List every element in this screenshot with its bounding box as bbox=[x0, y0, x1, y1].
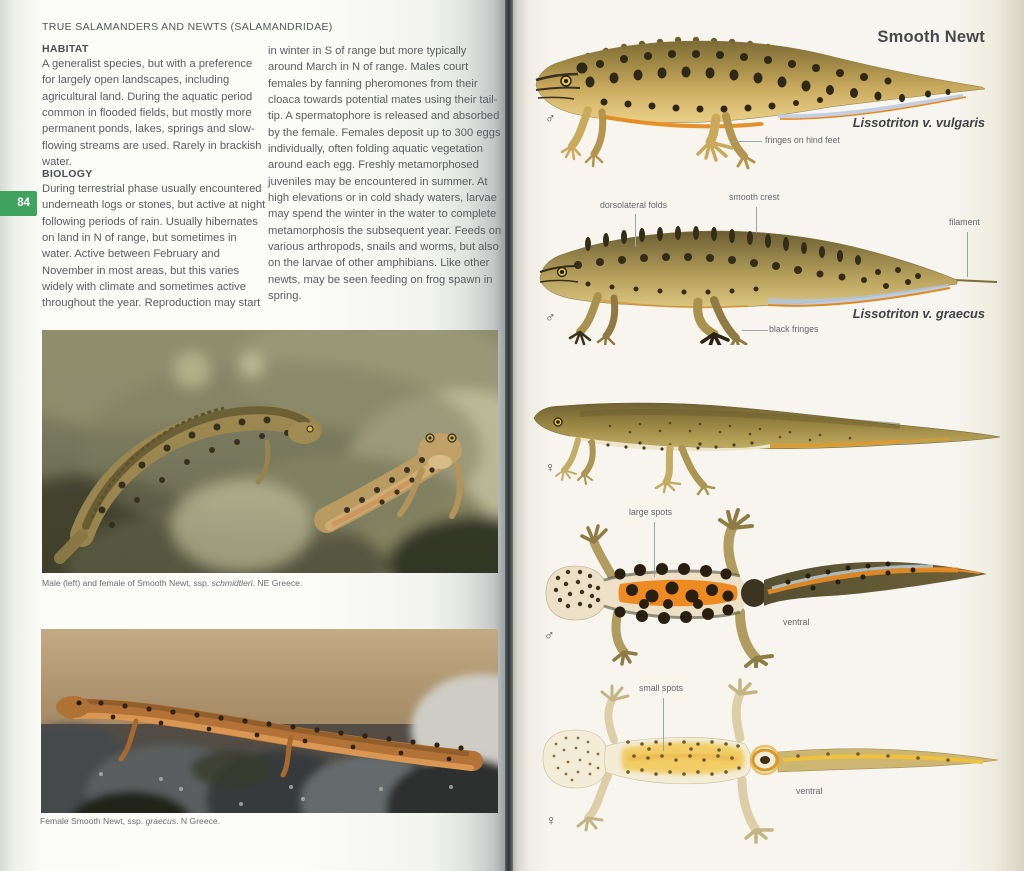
label-fringes-on-hind-feet: fringes on hind feet bbox=[765, 135, 840, 145]
label-dorsolateral-folds: dorsolateral folds bbox=[600, 200, 667, 210]
leader-line-dorsolateral bbox=[635, 214, 636, 247]
illustration-graecus-male bbox=[518, 210, 1000, 345]
page-title: Smooth Newt bbox=[877, 28, 985, 46]
label-large-spots: large spots bbox=[629, 507, 673, 517]
biology-text: During terrestrial phase usually encountered underneath logs or stones, but active at night following periods of rain. Usually hibernates on land in N of range, but sometimes in water. Active between February and November in most areas, but this varies widely with climate and sometimes active throughout the year. Reproduction may start bbox=[42, 183, 266, 310]
family-header: TRUE SALAMANDERS AND NEWTS (SALAMANDRIDAE) bbox=[42, 21, 333, 33]
leader-line-large-spots bbox=[654, 522, 655, 577]
leader-line-black-fringes bbox=[742, 330, 768, 331]
photo-caption-1 bbox=[42, 578, 482, 588]
black-fringed-toes bbox=[702, 334, 728, 345]
female-symbol-fig3: ♀ bbox=[545, 459, 556, 475]
page-number-tab: 84 bbox=[0, 191, 37, 216]
tail-filament bbox=[954, 280, 997, 282]
male-symbol-fig1: ♂ bbox=[545, 110, 556, 126]
habitat-text: A generalist species, but with a preference for largely open landscapes, including agricultural land. During the aquatic period common in flooded fields, but mostly more permanent ponds, lakes, springs and slow-flowing streams are used. Rarely in brackish water. bbox=[42, 58, 262, 169]
column-2-text: in winter in S of range but more typically around March in N of range. Males court females by fanning pheromones from their cloaca towards potential mates using their tail-tip. A spermatophore is released and absorbed by the female. Females deposit up to 300 eggs individually, often folding aquatic vegetation around each egg. Freshly metamorphosed juveniles may be encountered in summer. At high elevations or in cold shady waters, larvae may spend the winter in the water to complete metamorphosis the subsequent year. Feeds on various arthropods, snails and worms, but also on the larvae of other amphibians. Like other newts, may be seen feeding on frog spawn in spring. bbox=[268, 45, 502, 303]
illustration-female-ventral bbox=[528, 676, 1010, 846]
label-small-spots: small spots bbox=[639, 683, 683, 693]
leader-line-filament bbox=[967, 232, 968, 277]
illustration-vulgaris-male bbox=[530, 30, 1000, 190]
male-symbol-fig2: ♂ bbox=[545, 309, 556, 325]
caption-text: Male (left) and female of Smooth Newt, ssp. bbox=[42, 578, 212, 588]
caption-text: . NE Greece. bbox=[252, 578, 303, 588]
cloaca bbox=[741, 579, 767, 607]
label-smooth-crest: smooth crest bbox=[729, 192, 780, 202]
biology-heading: BIOLOGY bbox=[42, 168, 93, 180]
male-symbol-fig4: ♂ bbox=[544, 627, 555, 643]
caption-italic: graecus bbox=[145, 816, 177, 826]
female-symbol-fig5: ♀ bbox=[546, 812, 557, 828]
photo-male-and-female-newts bbox=[42, 330, 498, 573]
label-ventral-female: ventral bbox=[796, 786, 823, 796]
habitat-heading: HABITAT bbox=[42, 43, 89, 55]
label-black-fringes: black fringes bbox=[769, 324, 819, 334]
label-filament: filament bbox=[949, 217, 980, 227]
leader-line-smooth-crest bbox=[756, 207, 757, 233]
illustration-male-ventral bbox=[528, 500, 1006, 668]
label-ventral-male: ventral bbox=[783, 617, 810, 627]
caption-text: . N Greece. bbox=[176, 816, 221, 826]
caption-italic: schmidtleri bbox=[211, 578, 253, 588]
species-name-graecus: Lissotriton v. graecus bbox=[852, 306, 985, 321]
photo-caption-2 bbox=[40, 816, 480, 826]
species-name-vulgaris: Lissotriton v. vulgaris bbox=[852, 115, 985, 130]
leader-line-small-spots bbox=[663, 698, 664, 751]
page-gutter bbox=[505, 0, 513, 871]
illustration-female-side bbox=[520, 396, 1008, 496]
photo-female-newt-on-rocks bbox=[41, 629, 498, 813]
leader-line-fringes bbox=[732, 141, 762, 142]
caption-text: Female Smooth Newt, ssp. bbox=[40, 816, 146, 826]
